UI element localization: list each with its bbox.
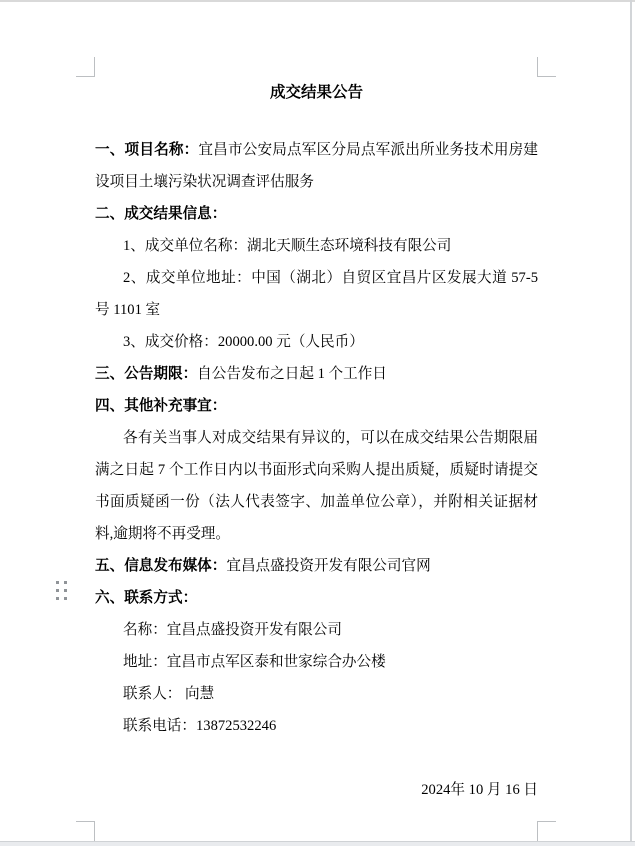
section-label: 六、联系方式： [95,590,198,606]
paragraph-winner-name [95,230,538,262]
paragraph-contact-person [95,678,538,710]
paragraph-notice-period [95,358,538,390]
section-text: 宜昌市公安局点军区分局点军派出所业务技术用房建设项目土壤污染状况调查评估服务 [95,142,538,190]
section-text: 名称：宜昌点盛投资开发有限公司 [123,622,342,638]
section-label: 一、项目名称： [95,142,199,158]
paragraph-objection [95,422,538,550]
paragraph-project-name [95,134,538,198]
paragraph-publish-media [95,550,538,582]
drag-handle-icon[interactable] [56,581,67,600]
section-label: 二、成交结果信息： [95,206,227,222]
section-text: 自公告发布之日起 1 个工作日 [197,366,387,382]
drag-handle-dot [64,581,67,584]
section-label: 五、信息发布媒体： [95,558,227,574]
section-text: 宜昌点盛投资开发有限公司官网 [226,558,431,574]
paragraph-winner-address [95,262,538,326]
document-date [95,774,538,806]
paragraph-deal-price [95,326,538,358]
section-text: 联系人： 向慧 [123,686,215,702]
margin-crop-mark-bottom-left [76,821,95,841]
drag-handle-dot [56,597,59,600]
paragraph-result-info-heading [95,198,538,230]
document-body [95,77,538,806]
date-text: 2024年 10 月 16 日 [421,782,538,798]
paragraph-contact-phone [95,710,538,742]
paragraph-contact-heading [95,582,538,614]
section-text: 3、成交价格：20000.00 元（人民币） [123,334,364,350]
section-text: 地址：宜昌市点军区泰和世家综合办公楼 [123,654,386,670]
section-text: 各有关当事人对成交结果有异议的，可以在成交结果公告期限届满之日起 7 个工作日内以书面形式向采购人提出质疑，质疑时请提交书面质疑函一份（法人代表签字、加盖单位公章），并附相关证据材料,逾期将不再受理。 [95,430,538,542]
page-top-edge [0,0,635,2]
margin-crop-mark-bottom-right [537,821,556,841]
document-title: 成交结果公告 [269,84,363,101]
margin-crop-mark-top-left [76,57,95,77]
section-text: 2、成交单位地址：中国（湖北）自贸区宜昌片区发展大道 57-5 号 1101 室 [95,270,538,318]
drag-handle-dot [64,589,67,592]
section-text: 1、成交单位名称：湖北天顺生态环境科技有限公司 [123,238,452,254]
section-label: 四、其他补充事宜： [95,398,227,414]
page-bottom-boundary [0,841,635,846]
drag-handle-dot [56,589,59,592]
drag-handle-dot [64,597,67,600]
section-label: 三、公告期限： [95,366,198,382]
section-text: 联系电话：13872532246 [123,718,277,734]
paragraph-contact-name [95,614,538,646]
margin-crop-mark-top-right [537,57,556,77]
page-right-edge [630,0,632,842]
paragraph-other-matters-heading [95,390,538,422]
paragraph-contact-address [95,646,538,678]
drag-handle-dot [56,581,59,584]
